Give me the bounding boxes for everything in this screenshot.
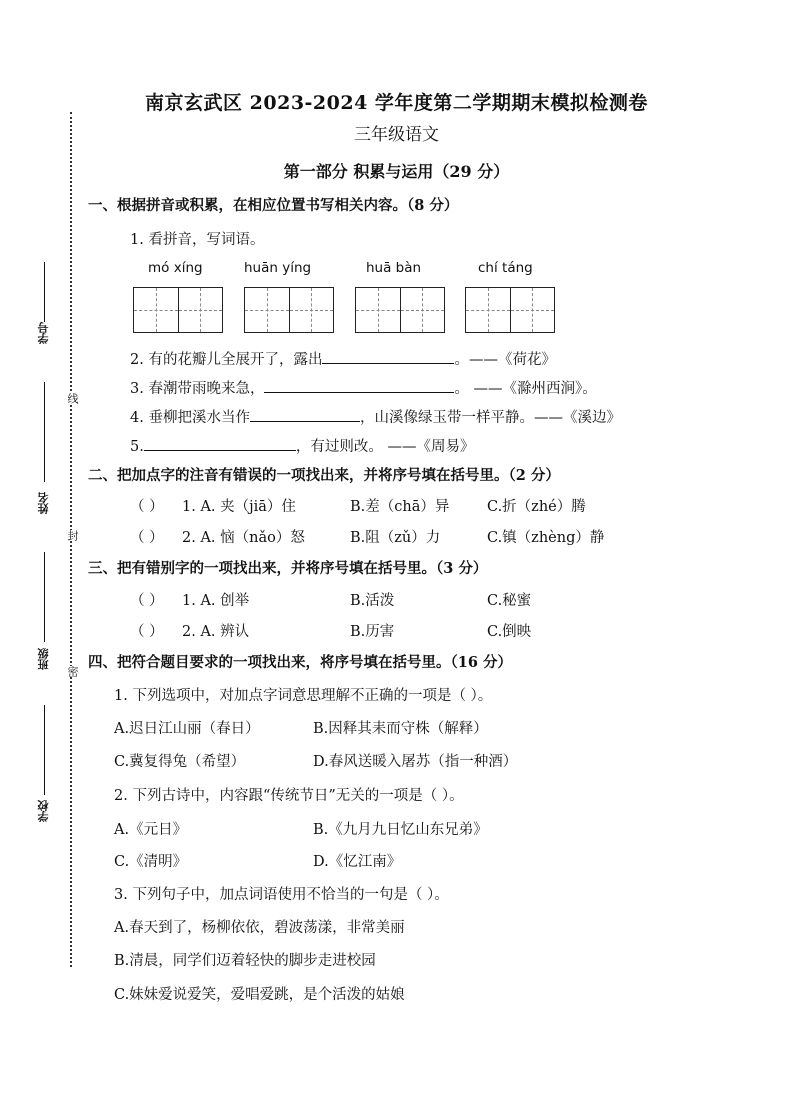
s4-q1-b: B.因释其耒而守株（解释） bbox=[313, 721, 488, 737]
s4-q2-d: D.《忆江南》 bbox=[313, 854, 402, 870]
s3-row1-b: B.活泼 bbox=[350, 593, 395, 609]
s3-row2-b: B.历害 bbox=[350, 624, 395, 640]
s3-row1-a: 1. A. 创举 bbox=[182, 593, 250, 609]
blank-q2[interactable] bbox=[322, 349, 454, 364]
s4-q2: 2. 下列古诗中，内容跟“传统节日”无关的一项是（ ）。 bbox=[114, 788, 464, 804]
s1-q2-text: 2. 有的花瓣儿全展开了，露出 bbox=[130, 352, 323, 368]
student-id-line bbox=[44, 262, 45, 322]
s1-q4-source: ，山溪像绿玉带一样平静。——《溪边》 bbox=[359, 410, 621, 426]
s1-q2-source: 。——《荷花》 bbox=[454, 352, 556, 368]
s4-q2-a: A.《元日》 bbox=[114, 822, 188, 838]
s1-q3 bbox=[130, 377, 597, 398]
s3-row1-paren[interactable]: （ ） bbox=[130, 593, 164, 609]
s4-q1-c: C.冀复得兔（希望） bbox=[114, 754, 246, 770]
pinyin-1: mó xíng bbox=[148, 260, 203, 276]
section4-heading: 四、把符合题目要求的一项找出来，将序号填在括号里。（16 分） bbox=[88, 654, 512, 671]
exam-subtitle: 三年级语文 bbox=[354, 125, 439, 145]
s2-row2-c: C.镇（zhèng）静 bbox=[487, 530, 605, 546]
s1-q5 bbox=[130, 435, 474, 456]
s1-q2 bbox=[130, 348, 556, 369]
pinyin-2: huān yíng bbox=[244, 260, 312, 276]
part-heading: 第一部分 积累与运用（29 分） bbox=[283, 162, 510, 181]
seal-char-line: 线 bbox=[66, 393, 79, 404]
s4-q2-c: C.《清明》 bbox=[114, 854, 188, 870]
section2-heading: 二、把加点字的注音有错误的一项找出来，并将序号填在括号里。（2 分） bbox=[88, 467, 560, 484]
s4-q1: 1. 下列选项中，对加点字词意思理解不正确的一项是（ ）。 bbox=[114, 688, 493, 704]
s4-q1-a: A.迟日江山丽（春日） bbox=[114, 721, 260, 737]
s2-row2-b: B.阻（zǔ）力 bbox=[350, 530, 441, 546]
label-student-id: 学号 bbox=[37, 322, 50, 344]
blank-q3[interactable] bbox=[264, 378, 454, 393]
s2-row1-paren[interactable]: （ ） bbox=[130, 499, 164, 515]
label-name: 姓名 bbox=[37, 492, 50, 514]
s1-q3-text: 3. 春潮带雨晚来急， bbox=[130, 381, 265, 397]
blank-q4[interactable] bbox=[250, 407, 360, 422]
writing-grid-1[interactable] bbox=[133, 287, 223, 333]
s4-q2-b: B.《九月九日忆山东兄弟》 bbox=[313, 822, 488, 838]
s3-row2-a: 2. A. 辨认 bbox=[182, 624, 250, 640]
name-line bbox=[44, 382, 45, 482]
section3-heading: 三、把有错别字的一项找出来，并将序号填在括号里。（3 分） bbox=[88, 560, 488, 577]
s4-q3-a: A.春天到了，杨柳依依，碧波荡漾，非常美丽 bbox=[114, 920, 405, 936]
s1-q1: 1. 看拼音，写词语。 bbox=[130, 232, 265, 248]
exam-title: 南京玄武区 2023-2024 学年度第二学期期末模拟检测卷 bbox=[145, 92, 648, 114]
blank-q5[interactable] bbox=[144, 436, 296, 451]
s2-row1-c: C.折（zhé）腾 bbox=[487, 499, 586, 515]
s1-q5-source: ，有过则改。 ——《周易》 bbox=[295, 439, 475, 455]
s1-q4 bbox=[130, 406, 621, 427]
s4-q1-d: D.春风送暖入屠苏（指一种酒） bbox=[313, 754, 518, 770]
s4-q3: 3. 下列句子中，加点词语使用不恰当的一句是（ ）。 bbox=[114, 887, 449, 903]
s4-q3-b: B.清晨，同学们迈着轻快的脚步走进校园 bbox=[114, 953, 376, 969]
s1-q4-text: 4. 垂柳把溪水当作 bbox=[130, 410, 250, 426]
s1-q5-num: 5. bbox=[130, 439, 144, 455]
s1-q3-source: 。 ——《滁州西涧》。 bbox=[454, 381, 597, 397]
s2-row1-a: 1. A. 夹（jiā）住 bbox=[182, 499, 296, 515]
seal-char-seal: 封 bbox=[66, 530, 79, 541]
writing-grid-4[interactable] bbox=[465, 287, 555, 333]
pinyin-4: chí táng bbox=[478, 260, 533, 276]
school-line bbox=[44, 705, 45, 795]
writing-grid-2[interactable] bbox=[244, 287, 334, 333]
s4-q3-c: C.妹妹爱说爱笑，爱唱爱跳，是个活泼的姑娘 bbox=[114, 987, 405, 1003]
seal-char-secret: 密 bbox=[66, 666, 79, 677]
pinyin-3: huā bàn bbox=[366, 260, 422, 276]
label-class: 班级 bbox=[37, 648, 50, 670]
section1-heading: 一、根据拼音或积累，在相应位置书写相关内容。（8 分） bbox=[88, 197, 459, 214]
s2-row2-a: 2. A. 恼（nǎo）怒 bbox=[182, 530, 305, 546]
s3-row1-c: C.秘蜜 bbox=[487, 593, 532, 609]
class-line bbox=[44, 552, 45, 642]
s3-row2-c: C.倒映 bbox=[487, 624, 532, 640]
s2-row2-paren[interactable]: （ ） bbox=[130, 530, 164, 546]
label-school: 学校 bbox=[37, 800, 50, 822]
s3-row2-paren[interactable]: （ ） bbox=[130, 624, 164, 640]
writing-grid-3[interactable] bbox=[355, 287, 445, 333]
s2-row1-b: B.差（chā）异 bbox=[350, 499, 450, 515]
